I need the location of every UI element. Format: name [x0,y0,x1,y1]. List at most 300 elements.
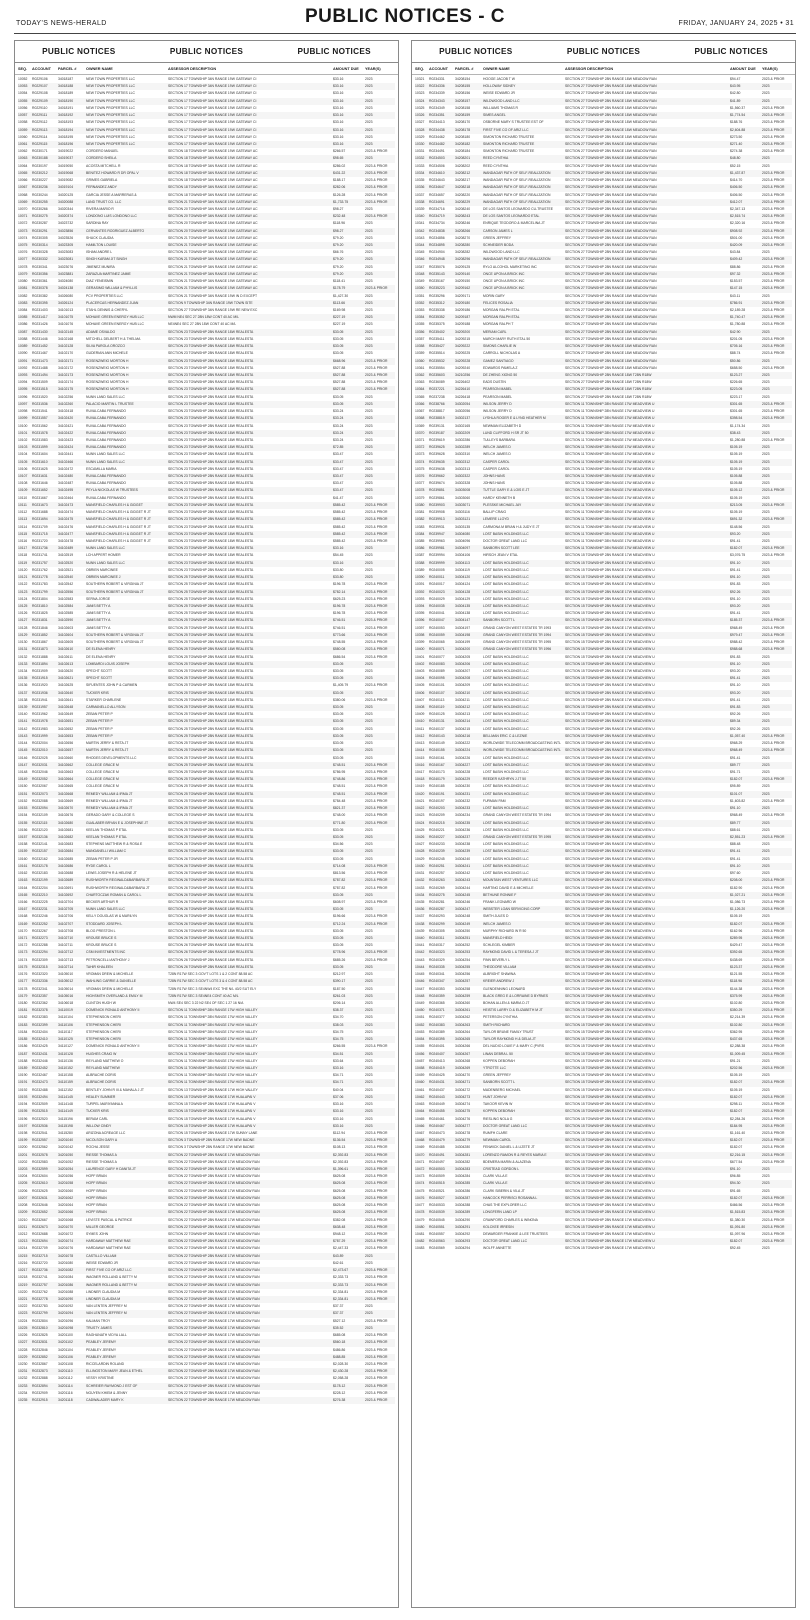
seq-cell: 10348 [415,271,425,276]
seq-cell: 10194 [18,1102,28,1107]
seq-cell: 10332 [415,156,425,161]
parcel-cell: 34102681 [58,827,74,832]
account-cell: R0240299 [429,921,445,926]
parcel-cell: 34018187 [58,77,74,81]
description-cell: SECTION 15 TOWNSHIP 28N RANGE 17W MEADVIEW U [565,820,655,825]
parcel-cell: 34304147 [455,618,471,623]
amount-cell: $182.07 [730,1239,743,1244]
owner-cell: NUNN LAND SALES LLC [86,560,125,565]
parcel-cell: 34304273 [455,1094,471,1099]
amount-cell: $2,320.16 [730,221,746,226]
parcel-cell: 34201066 [58,1210,74,1215]
years-cell: 2023 & PRIOR [365,697,388,702]
owner-cell: KEELAN THOMAS P ETAL [86,827,128,832]
description-cell: SECTION 15 TOWNSHIP 28N RANGE 17W MEADVIEW U [565,1073,655,1078]
seq-cell: 10136 [18,683,28,688]
table-row [18,1289,395,1296]
years-cell: 2023 [365,401,373,406]
account-cell: R0230236 [32,185,48,190]
owner-cell: CHAS THE EXPLORER LLC [483,1203,527,1208]
description-cell: SECTION 11 TOWNSHIP 28N RANGE 17W HIGH VALLEY [168,1080,258,1085]
owner-cell: WAGNER ROLLAND & BETTY M [86,1282,137,1287]
seq-cell: 10108 [18,481,28,486]
years-cell: 2023 [762,163,770,168]
owner-cell: PEABLEY JEREMY [86,1340,117,1345]
table-row [415,675,792,682]
years-cell: 2023 & PRIOR [365,762,388,767]
description-cell: SECTION 27 TOWNSHIP 28N RANGE 18W MEADOW RAN [565,243,657,248]
years-cell: 2023 & PRIOR [762,632,785,637]
account-cell: R0240485 [429,1145,445,1150]
amount-cell: $787.82 [333,878,346,883]
account-cell: R0240467 [429,1123,445,1128]
owner-cell: NEW TOWN PROPERTIES LLC [86,141,135,146]
amount-cell: $89.77 [730,820,741,825]
seq-cell: 10124 [18,596,28,601]
parcel-cell: 34110117 [58,1029,73,1034]
table-row [415,256,792,263]
table-row [415,690,792,697]
seq-cell: 10066 [18,178,28,183]
amount-cell: $118.96 [730,979,743,984]
years-cell: 2023 [365,1073,373,1078]
account-cell: R0232183 [32,871,48,876]
amount-cell: $748.51 [333,762,346,767]
table-row [18,1202,395,1209]
years-cell: 2023 [365,77,373,81]
owner-cell: CORDERO SHEILA [86,156,117,161]
amount-cell: $771.80 [333,820,346,825]
owner-cell: FIRST FIVE CO OF ARIZ LLC [86,1268,132,1273]
table-row [415,119,792,126]
description-cell: SECTION 11 TOWNSHIP 28N RANGE 17W MEADVIEW U [565,474,655,479]
table-row [18,848,395,855]
years-cell: 2023 & PRIOR [762,199,785,204]
seq-cell: 10336 [415,185,425,190]
description-cell: SECTION 27 TOWNSHIP 28N RANGE 18W MEADOW RAN [565,293,657,298]
seq-cell: 10414 [415,748,425,753]
table-row [415,726,792,733]
table-row [18,596,395,603]
description-cell: SECTION 15 TOWNSHIP 28N RANGE 17W MEADVIEW U [565,1051,655,1056]
owner-cell: DEL NUDIO LOUIE F & MARY C (PVRS [483,1044,544,1049]
years-cell: 2023 & PRIOR [365,1181,388,1186]
description-cell: SECTION 23 TOWNSHIP 28N RANGE 18W REALESTA [168,387,254,392]
owner-cell: GRAND CANYON WEST ESTATES TR 1994 [483,813,552,818]
account-cell: R0232610 [32,1181,48,1186]
account-cell: R0240545 [429,1217,445,1222]
description-cell: SECTION 22 TOWNSHIP 28N RANGE 17W MEADOW RAN [168,1167,260,1172]
amount-cell: $178.79 [333,286,346,291]
right-rows [412,75,795,1253]
owner-cell: ROSENZWEIG MORTON H [86,372,129,377]
years-cell: 2023 & PRIOR [762,1138,785,1143]
amount-cell: $33.24 [333,430,344,435]
owner-cell: SMITH RICHARD [483,1022,510,1027]
seq-cell: 10101 [18,430,28,435]
amount-cell: $786.95 [333,770,346,774]
table-row [18,285,395,292]
years-cell: 2023 [365,257,373,262]
description-cell: SECTION 15 TOWNSHIP 28N RANGE 17W MEADVIEW U [565,726,655,731]
seq-cell: 10178 [18,986,28,991]
parcel-cell: 34304261 [455,1008,471,1013]
table-row [415,740,792,747]
description-cell: SECTION 22 TOWNSHIP 28N RANGE 17W MEADOW RAN [168,1340,260,1345]
years-cell: 2023 [365,351,373,356]
years-cell: 2023 [762,567,770,572]
account-cell: R0240107 [429,690,445,695]
owner-cell: REMEDY WILLIAM & IRMA JT [86,798,133,803]
amount-cell: $282.06 [333,185,346,190]
owner-cell: RUVALCABA FERNANDO [86,416,127,421]
table-row [18,379,395,386]
parcel-cell: 34209225 [455,351,471,356]
years-cell: 2023 [762,459,770,464]
amount-cell: $91.83 [730,654,741,659]
account-cell: R0231403 [32,308,48,312]
owner-cell: CASPER CAROL [483,459,510,464]
account-cell: R0239187 [429,430,445,435]
years-cell: 2023 [365,293,373,298]
years-cell: 2023 [762,1073,770,1078]
account-cell: R0232410 [32,1037,48,1042]
description-cell: SECTION 22 TOWNSHIP 28N RANGE 17W MEADOW RAN [168,1347,260,1352]
account-cell: R0240185 [429,784,445,789]
panel-header [15,41,398,63]
seq-cell: 10148 [18,770,28,774]
owner-cell: MANSFIELD CHARLES H & GIDGET R JT [86,531,151,536]
account-cell: R0230314 [32,243,48,248]
table-row [415,978,792,985]
table-row [415,552,792,559]
description-cell: SECTION 15 TOWNSHIP 28N RANGE 17W MEADVIEW U [565,871,655,876]
amount-cell: $88.48 [730,842,741,847]
owner-cell: LOST BASIN HOLDINGS LLC [483,784,529,789]
years-cell: 2023 [365,726,373,731]
owner-cell: RYDE CAROL L [86,863,111,868]
description-cell: SECTION 22 TOWNSHIP 28N RANGE 17W MEADOW RAN [168,1224,260,1229]
description-cell: SECTION 11 TOWNSHIP 28N RANGE 17W MEADVIEW U [565,452,655,457]
account-cell: R0240173 [429,770,445,774]
owner-cell: WANDAGAR PATH OF SELF-REALIZATION [483,170,551,175]
parcel-cell: 34102688 [58,871,74,876]
amount-cell: $208.00 [730,878,743,883]
seq-cell: 10359 [415,351,425,356]
account-cell: R0234895 [429,243,445,248]
years-cell: 2023 & PRIOR [762,214,785,219]
parcel-cell: 34208266 [455,228,471,233]
years-cell: 2023 & PRIOR [762,488,785,493]
owner-cell: RUSHWORTH REGINALD&BARBARA JT [86,878,150,883]
description-cell: SECTION 27 TOWNSHIP 28N RANGE 18W MEADOW RAN [565,134,657,139]
table-row [18,733,395,740]
parcel-cell: 34304291 [455,1224,471,1229]
table-row [415,1130,792,1137]
years-cell: 2023 & PRIOR [762,1080,785,1085]
table-row [18,1058,395,1065]
seq-cell: 10082 [18,293,28,298]
parcel-cell: 34114149 [58,1109,73,1114]
owner-cell: VESSY KRISTINE [86,1376,114,1381]
description-cell: SECTION 15 TOWNSHIP 28N RANGE 17W MEADVIEW U [565,748,655,753]
table-row [18,935,395,942]
owner-cell: SIMONTON RICHARD TRUSTEE [483,134,535,139]
amount-cell: $182.07 [730,546,743,551]
account-cell: R0230328 [32,250,48,255]
amount-cell: $625.08 [333,1181,346,1186]
description-cell: SECTION 15 TOWNSHIP 28N RANGE 17W MEADVIEW U [565,1037,655,1042]
years-cell: 2023 & PRIOR [762,1159,785,1164]
parcel-cell: 34112152 [58,1087,73,1092]
account-cell: R0240419 [429,1065,445,1070]
owner-cell: ZEBAN PETER P [86,719,113,724]
owner-cell: LEWIS JOSEPH R & HELENE JT [86,871,137,876]
seq-cell: 10180 [18,1001,28,1005]
seq-cell: 10421 [415,798,425,803]
owner-cell: REYLAND MATTHEW O [86,1058,124,1063]
seq-cell: 10181 [18,1008,28,1013]
parcel-cell: 34102173 [58,372,74,377]
owner-cell: STARKER CHARLENE [86,697,122,702]
years-cell: 2023 & PRIOR [762,993,785,998]
amount-cell: $105.19 [730,445,743,450]
account-cell: R0240041 [429,611,445,616]
description-cell: SECTION 15 TOWNSHIP 28N RANGE 17W MEADVIEW U [565,827,655,832]
table-row [415,213,792,220]
parcel-cell: 34304199 [455,640,471,645]
years-cell: 2023 & PRIOR [365,1167,388,1172]
account-cell: R0231873 [32,647,48,652]
account-cell: R0240395 [429,1037,445,1042]
parcel-cell: 34102663 [58,770,74,774]
column-headers [412,63,795,75]
amount-cell: $105.19 [730,1073,743,1078]
amount-cell: $223.05 [730,387,743,392]
parcel-cell: 34201070 [58,1224,74,1229]
years-cell: 2023 [762,914,770,919]
description-cell: SECTION 23 TOWNSHIP 28N RANGE 18W REALESTA [168,445,254,450]
parcel-cell: 34019022 [58,149,74,154]
seq-cell: 10325 [415,105,425,110]
table-row [18,1383,395,1390]
description-cell: SECTION 23 TOWNSHIP 28N RANGE 18W REALESTA [168,459,254,464]
owner-cell: RAGHUNATH VIDYA LALL [86,1333,127,1338]
account-cell: R0240083 [429,661,445,666]
description-cell: SECTION 25 TOWNSHIP 28N RANGE 18W REALESTA [168,806,254,811]
account-cell: R0232604 [32,1174,48,1179]
table-row [18,661,395,668]
description-cell: SECTION 11 TOWNSHIP 28N RANGE 17W HIGH VALLEY [168,1058,258,1063]
years-cell: 2023 & PRIOR [365,1217,388,1222]
amount-cell: $98.27 [333,228,344,233]
amount-cell: $773.66 [333,632,346,637]
owner-cell: RUVALCABA FERNANDO [86,445,127,450]
years-cell: 2023 & PRIOR [365,1044,388,1049]
parcel-cell: 34102657 [58,748,74,753]
description-cell: SECTION 22 TOWNSHIP 28N RANGE 17W MEADOW RAN [168,1354,260,1359]
parcel-cell: 34102556 [58,589,74,594]
description-cell: SECTION 27 TOWNSHIP 28N RANGE 18W MEADOW RAN [565,322,657,327]
parcel-cell: 34304245 [455,892,471,897]
table-row [18,560,395,567]
amount-cell: $2,347.13 [730,206,746,211]
owner-cell: ONCE UPON A BRICK INC [483,279,525,284]
table-row [18,1022,395,1029]
table-row [18,1310,395,1317]
parcel-cell: 34102584 [58,603,74,608]
years-cell: 2023 & PRIOR [365,1398,388,1403]
years-cell: 2023 & PRIOR [365,1289,388,1294]
description-cell: SECTION 25 TOWNSHIP 28N RANGE 18W REALESTA [168,661,254,666]
account-cell: R0240503 [429,1167,445,1172]
amount-cell: $91.41 [730,849,741,854]
amount-cell: $409.42 [730,257,743,262]
description-cell: SECTION 15 TOWNSHIP 28N RANGE 17W MEADVIEW U [565,1159,655,1164]
table-row [18,632,395,639]
table-row [415,798,792,805]
amount-cell: $266.57 [333,149,346,154]
owner-cell: RAYMOND DAVID L & TERESA J JT [483,950,539,955]
amount-cell: $33.05 [333,748,344,753]
account-cell: R0239628 [429,452,445,457]
parcel-cell: 34209222 [455,344,471,349]
description-cell: SECTION 15 TOWNSHIP 28N RANGE 17W MEADVIEW U [565,1181,655,1186]
account-cell: R0232652 [32,1210,48,1215]
seq-cell: 10224 [18,1318,28,1323]
description-cell: SECTION 27 TOWNSHIP 28N RANGE 18W T28N R18W [565,387,652,392]
years-cell: 2023 [365,827,373,832]
description-cell: SECTION 17 TOWNSHIP 34N RANGE 19W GATEWAY CI [168,91,257,96]
table-row [18,921,395,928]
account-cell: R0235375 [429,322,445,327]
account-cell: R0232583 [32,1159,48,1164]
owner-cell: SCHNEIDER BODA [483,243,514,248]
amount-cell: $2,288.38 [730,1044,746,1049]
seq-cell: 10186 [18,1044,28,1049]
parcel-cell: 34304294 [455,1246,471,1251]
amount-cell: $301.65 [730,409,743,414]
seq-cell: 10219 [18,1282,28,1287]
account-cell: R0240005 [429,567,445,572]
owner-cell: RUVALCABA FERNANDO [86,437,127,442]
description-cell: SECTION 23 TOWNSHIP 28N RANGE 18W REALESTA [168,539,254,543]
years-cell: 2023 [365,979,373,984]
account-cell: R0232578 [32,1152,48,1157]
parcel-cell: 34209188 [455,322,471,327]
seq-cell: 10392 [415,589,425,594]
table-row [18,242,395,249]
owner-cell: HOPF BRIAN [86,1174,107,1179]
amount-cell: $33.16 [333,141,344,146]
amount-cell: $560.18 [333,1340,346,1345]
years-cell: 2023 [365,546,373,551]
account-cell: R0232141 [32,842,48,847]
years-cell: 2023 & PRIOR [762,351,785,356]
parcel-cell: 34201094 [58,1311,74,1316]
seq-cell: 10473 [415,1174,425,1179]
parcel-cell: 34201056 [58,1174,74,1179]
seq-cell: 10386 [415,546,425,551]
amount-cell: $585.42 [333,502,346,507]
years-cell: 2023 & PRIOR [365,365,388,370]
description-cell: SECTION 15 TOWNSHIP 28N RANGE 17W MEADVIEW U [565,806,655,811]
owner-cell: VAN LENTEN JEFFREY M [86,1304,127,1309]
table-row [415,408,792,415]
years-cell: 2023 & PRIOR [762,1037,785,1042]
owner-cell: RUVALCABA FERNANDO [86,430,127,435]
seq-cell: 10183 [18,1022,28,1027]
amount-cell: $228.12 [333,1390,346,1395]
seq-cell: 10396 [415,618,425,623]
seq-cell: 10062 [18,149,28,154]
panel-title: PUBLIC NOTICES [566,47,641,56]
account-cell: R0231646 [32,481,48,486]
seq-cell: 10387 [415,553,425,558]
parcel-cell: 34110158 [58,1073,73,1078]
amount-cell: $105.19 [730,466,743,471]
table-row [18,343,395,350]
seq-cell: 10064 [18,163,28,168]
seq-cell: 10381 [415,510,425,515]
table-row [18,372,395,379]
amount-cell: $33.05 [333,733,344,738]
table-row [415,545,792,552]
description-cell: SECTION 27 TOWNSHIP 28N RANGE 18W MEADOW RAN [565,163,657,168]
amount-cell: $42.80 [730,91,741,96]
parcel-cell: 34201116 [58,1390,73,1395]
amount-cell: $33.05 [333,849,344,854]
description-cell: SECTION 15 TOWNSHIP 28N RANGE 17W MEADVIEW U [565,921,655,926]
years-cell: 2023 & PRIOR [762,336,785,341]
description-cell: SECTION 23 TOWNSHIP 28N RANGE 18W REALESTA [168,495,254,500]
account-cell: R0240347 [429,979,445,984]
amount-cell: $34.70 [333,1015,344,1020]
table-row [415,1101,792,1108]
owner-cell: TRUSTY JAMES [86,1325,112,1330]
account-cell: R0231509 [32,380,48,385]
amount-cell: $52.15 [730,163,741,168]
seq-cell: 10412 [415,733,425,738]
description-cell: SECTION 18 TOWNSHIP 34N RANGE 19W GATEWAY AC [168,170,258,175]
seq-cell: 10127 [18,618,28,623]
years-cell: 2023 & PRIOR [762,936,785,941]
amount-cell: $33.05 [333,401,344,406]
account-cell: R0232741 [32,1275,48,1280]
owner-cell: PLESSKE MICHAEL JAY [483,502,522,507]
amount-cell: $95.89 [730,784,741,789]
amount-cell: $105.19 [730,495,743,500]
amount-cell: $72.85 [333,445,344,450]
parcel-cell: 34019037 [58,156,74,161]
owner-cell: VROMAN DREW & MICHELLE [86,986,134,991]
seq-cell: 10092 [18,365,28,370]
description-cell: SECTION 11 TOWNSHIP 28N RANGE 17W HIGH VALLEY [168,1022,258,1027]
owner-cell: LOST BASIN HOLDINGS LLC [483,567,529,572]
description-cell: SECTION 25 TOWNSHIP 28N RANGE 18W REALESTA [168,719,254,724]
years-cell: 2023 & PRIOR [365,185,388,190]
table-row [18,906,395,913]
owner-cell: LAURENCE GARY H DANITA JT [86,1167,136,1172]
amount-cell: $94.47 [730,77,741,81]
parcel-cell: 34019104 [58,185,74,190]
account-cell: R0231715 [32,531,48,536]
account-cell: R0231846 [32,625,48,630]
amount-cell: $97.60 [730,871,741,876]
amount-cell: $2,284.26 [730,1116,746,1121]
table-row [18,220,395,227]
parcel-cell: 34102474 [58,510,74,515]
